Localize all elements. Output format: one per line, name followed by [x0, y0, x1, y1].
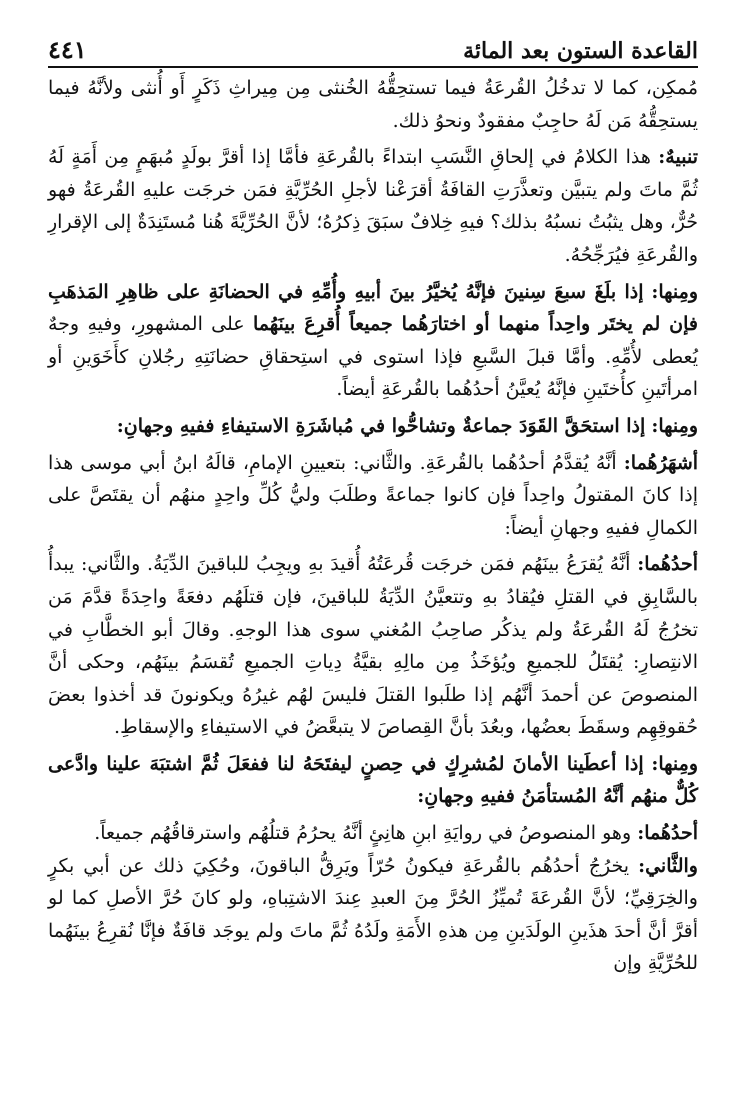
paragraph-lead: تنبيهٌ: — [658, 146, 698, 169]
paragraph-lead: ومِنها: — [651, 414, 698, 437]
paragraph-3 — [48, 276, 698, 406]
page-number: ٤٤١ — [48, 35, 87, 64]
paragraph-5 — [48, 447, 698, 545]
header-rule — [48, 66, 698, 68]
paragraph-lead: ومِنها: — [651, 280, 698, 303]
paragraph-text: وهو المنصوصُ في روايَةِ ابنِ هانِئٍ أنَّهُ يحرُمُ قتلُهُم واسترقاقُهُم جميعاً. — [94, 822, 632, 845]
paragraph-text: هذا الكلامُ في إلحاقِ النَّسَبِ ابتداءً بالقُرعَةِ فأمَّا إذا أقرَّ بولَدٍ مُبهَمٍ مِن أَمَةٍ لَهُ ثُمَّ ماتَ ولم يتبيَّن وتعذَّرَتِ القافَةُ أقرَعْنا لأجلِ الحُرِّيَّةِ فمَن خرجَت عليهِ القُرعَةُ فهو حُرٌّ، وهل يثبُتُ نسبُهُ بذلك؟ فيهِ خِلافٌ سبَقَ ذِكرُهُ؛ لأنَّ الحُرِّيَّةَ هُنا مُستَنِدَةٌ إلى الإقرارِ والقُرعَةِ فيُرَجِّحُهُ. — [48, 146, 698, 266]
paragraph-stem: إذا استحَقَّ القَوَدَ جماعةٌ وتشاحُّوا في مُباشَرَةِ الاستيفاءِ ففيهِ وجهانِ: — [116, 414, 646, 437]
paragraph-stem: إذا أعطَينا الأمانَ لمُشرِكٍ في حِصنٍ ليفتَحَهُ لنا ففعَلَ ثُمَّ اشتبَهَ علينا وادَّعى كُلٌّ منهُم أنَّهُ المُستأمَنُ ففيهِ وجهانِ: — [48, 752, 698, 808]
paragraph-8 — [48, 817, 698, 850]
paragraph-text: مُمكِن، كما لا تدخُلُ القُرعَةُ فيما تستحِقُّهُ الخُنثى مِن مِيراثِ ذَكَرٍ أَو أُنثى ولأنَّهُ فيما يستحِقُّهُ مَن لَهُ حاجِبٌ مفقودٌ ونحوُ ذلك. — [48, 77, 698, 132]
paragraph-lead: أحدُهُما: — [637, 822, 698, 845]
paragraph-text: أنَّهُ يُقرَعُ بينَهُم فمَن خرجَت قُرعَتُهُ أُقيدَ بهِ ويجِبُ للباقينَ الدِّيَةُ. والثَّاني: يبدأُ بالسَّابِقِ في القتلِ فيُقادُ بهِ وتتعيَّنُ الدِّيَةُ للباقينَ، فإن قتلَهُم دفعَةً واحِدَةً قدَّمَ مَن تخرُجُ لَهُ القُرعَةُ ولم يذكُر صاحِبُ المُغني سوى هذا الوجهِ. وقالَ أبو الخطَّابِ في الانتِصارِ: يُقتَلُ للجميعِ ويُؤخَذُ مِن مالِهِ بقيَّةُ دِياتِ الجميعِ تُقسَمُ بينَهُم، وحكى أنَّ المنصوصَ عن أحمدَ أنَّهُم إذا طلَبوا القتلَ فليسَ لهُم غيرُهُ ويكونونَ قد أخذوا بعضَ حُقوقِهِم وسقَطَ بعضُها، وبعُدَ بأنَّ القِصاصَ لا يتبعَّضُ في الاستيفاءِ والإسقاطِ. — [48, 553, 698, 739]
paragraph-6 — [48, 548, 698, 744]
paragraph-lead: أحدُهُما: — [637, 553, 698, 576]
paragraph-9 — [48, 850, 698, 980]
paragraph-7 — [48, 748, 698, 813]
paragraph-text: على المشهورِ، وفيهِ وجهٌ يُعطى لأُمِّهِ. وأمَّا قبلَ السَّبعِ فإذا استوى في استِحقاقِ حضانَتِهِ رجُلانِ كأَخَوَينِ أو امرأتَينِ كأُختَينِ فإنَّهُ يُعيَّنُ أحدُهُما بالقُرعَةِ أيضاً. — [48, 313, 698, 401]
chapter-title: القاعدة الستون بعد المائة — [463, 38, 698, 64]
paragraph-stem: إذا بلَغَ سبعَ سِنينَ فإنَّهُ يُخيَّرُ بينَ أبيهِ وأُمِّهِ في الحضانَةِ على ظاهِرِ المَذهَبِ فإن لم يختَر واحِداً منهما أو اختارَهُما جميعاً أُقرِعَ بينَهُما — [48, 280, 699, 336]
paragraph-text: يخرُجُ أحدُهُم بالقُرعَةِ فيكونُ حُرّاً ويَرِقُّ الباقونَ، وحُكِيَ ذلك عن أبي بكرٍ والخِرَقِيِّ؛ لأنَّ القُرعَةَ تُميِّزُ الحُرَّ مِنَ العبدِ عِندَ الاشتِباهِ، ولو كانَ حُرَّ الأصلِ كما لو أقرَّ أنَّ أحدَ هذَينِ الولَدَينِ مِن هذهِ الأَمَةِ ولَدُهُ ثُمَّ ماتَ ولم يوجَد قافَةٌ فإنَّا نُقرِعُ بينَهُما للحُرِّيَّةِ وإن — [48, 854, 698, 975]
paragraph-text: أنَّهُ يُقدَّمُ أحدُهُما بالقُرعَةِ. والثَّاني: بتعيينِ الإمامِ، قالَهُ ابنُ أبي موسى هذا إذا كانَ المقتولُ واحِداً فإن كانوا جماعةً وطلَبَ وليُّ كُلِّ واحِدٍ منهُم أن يقتَصَّ على الكمالِ ففيهِ وجهانِ أيضاً: — [48, 451, 698, 539]
paragraph-4 — [48, 410, 698, 443]
paragraph-2 — [48, 141, 698, 271]
paragraph-lead: أشهَرُهُما: — [623, 451, 699, 474]
page-header — [48, 28, 698, 64]
paragraph-1 — [48, 72, 698, 137]
paragraph-lead: ومِنها: — [651, 752, 698, 775]
paragraph-lead: والثَّاني: — [638, 854, 698, 877]
